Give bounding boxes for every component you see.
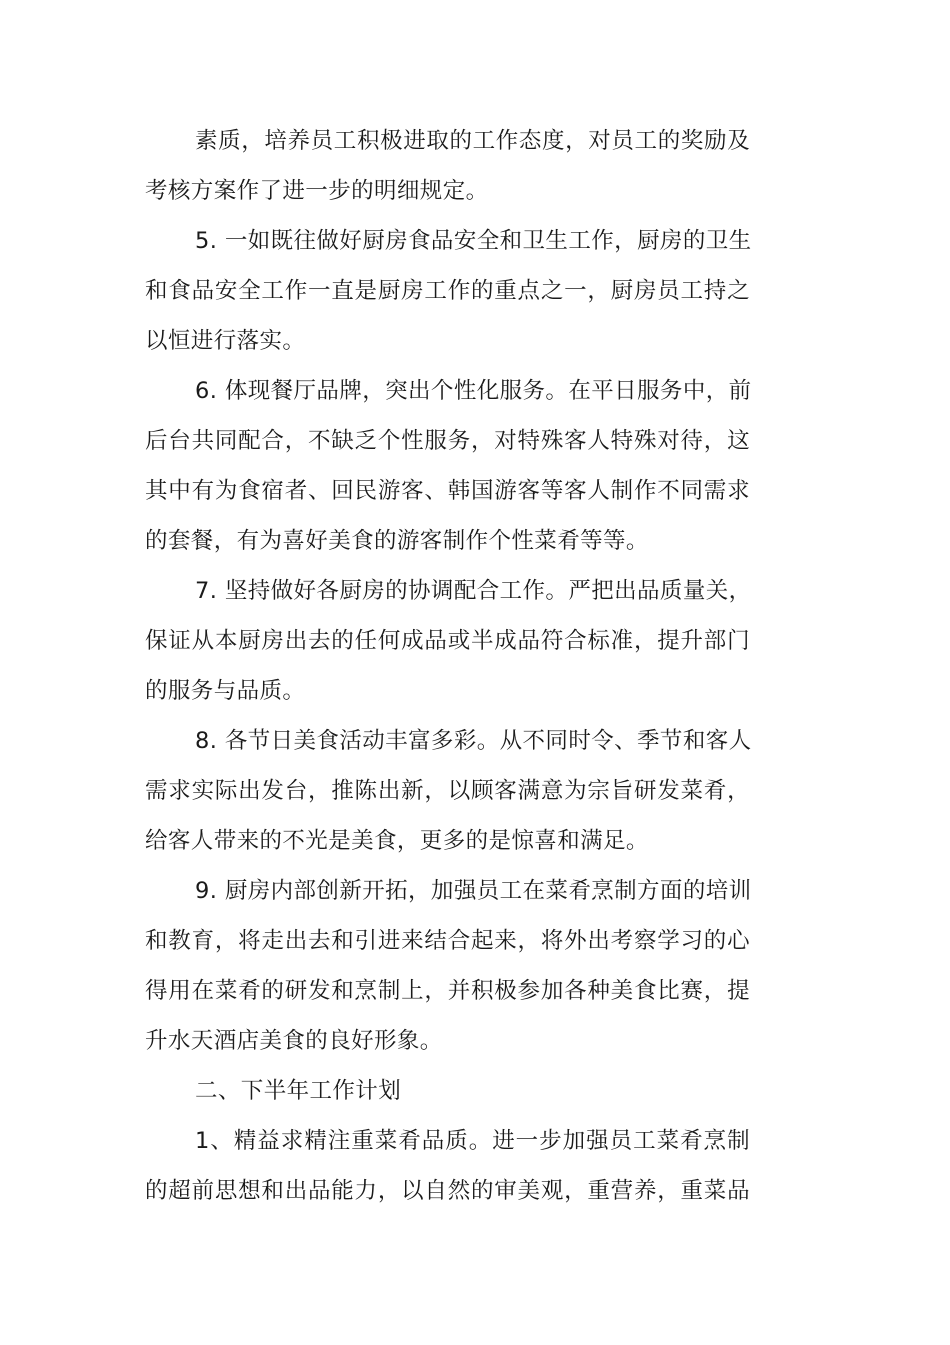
text-line: 6. 体现餐厅品牌，突出个性化服务。在平日服务中，前	[195, 378, 752, 404]
text-line: 升水天酒店美食的良好形象。	[145, 1028, 443, 1054]
text-line: 的超前思想和出品能力，以自然的审美观，重营养，重菜品	[145, 1178, 750, 1204]
text-line: 5. 一如既往做好厨房食品安全和卫生工作，厨房的卫生	[195, 228, 752, 254]
paragraph-item-8	[145, 716, 750, 866]
text-line: 得用在菜肴的研发和烹制上，并积极参加各种美食比赛，提	[145, 978, 750, 1004]
text-line: 其中有为食宿者、回民游客、韩国游客等客人制作不同需求	[145, 478, 750, 504]
text-line: 的套餐，有为喜好美食的游客制作个性菜肴等等。	[145, 528, 649, 554]
text-line: 1、精益求精注重菜肴品质。进一步加强员工菜肴烹制	[195, 1128, 750, 1154]
document-body	[145, 116, 750, 1216]
section-heading-second-half-plan	[145, 1066, 750, 1116]
text-line: 素质，培养员工积极进取的工作态度，对员工的奖励及	[195, 128, 750, 154]
text-line: 后台共同配合，不缺乏个性服务，对特殊客人特殊对待，这	[145, 428, 750, 454]
paragraph-item-5	[145, 216, 750, 366]
text-line: 以恒进行落实。	[145, 328, 306, 354]
text-line: 的服务与品质。	[145, 678, 306, 704]
paragraph-plan-item-1	[145, 1116, 750, 1216]
paragraph-item-7	[145, 566, 750, 716]
text-line: 7. 坚持做好各厨房的协调配合工作。严把出品质量关，	[195, 578, 752, 604]
paragraph-staff-quality	[145, 116, 750, 216]
text-line: 9. 厨房内部创新开拓，加强员工在菜肴烹制方面的培训	[195, 878, 752, 904]
text-line: 8. 各节日美食活动丰富多彩。从不同时令、季节和客人	[195, 728, 752, 754]
text-line: 需求实际出发台，推陈出新，以顾客满意为宗旨研发菜肴，	[145, 778, 750, 804]
text-line: 保证从本厨房出去的任何成品或半成品符合标准，提升部门	[145, 628, 750, 654]
heading-text: 二、下半年工作计划	[195, 1078, 402, 1104]
text-line: 和教育，将走出去和引进来结合起来，将外出考察学习的心	[145, 928, 750, 954]
paragraph-item-9	[145, 866, 750, 1066]
text-line: 给客人带来的不光是美食，更多的是惊喜和满足。	[145, 828, 649, 854]
text-line: 考核方案作了进一步的明细规定。	[145, 178, 489, 204]
paragraph-item-6	[145, 366, 750, 566]
text-line: 和食品安全工作一直是厨房工作的重点之一，厨房员工持之	[145, 278, 750, 304]
